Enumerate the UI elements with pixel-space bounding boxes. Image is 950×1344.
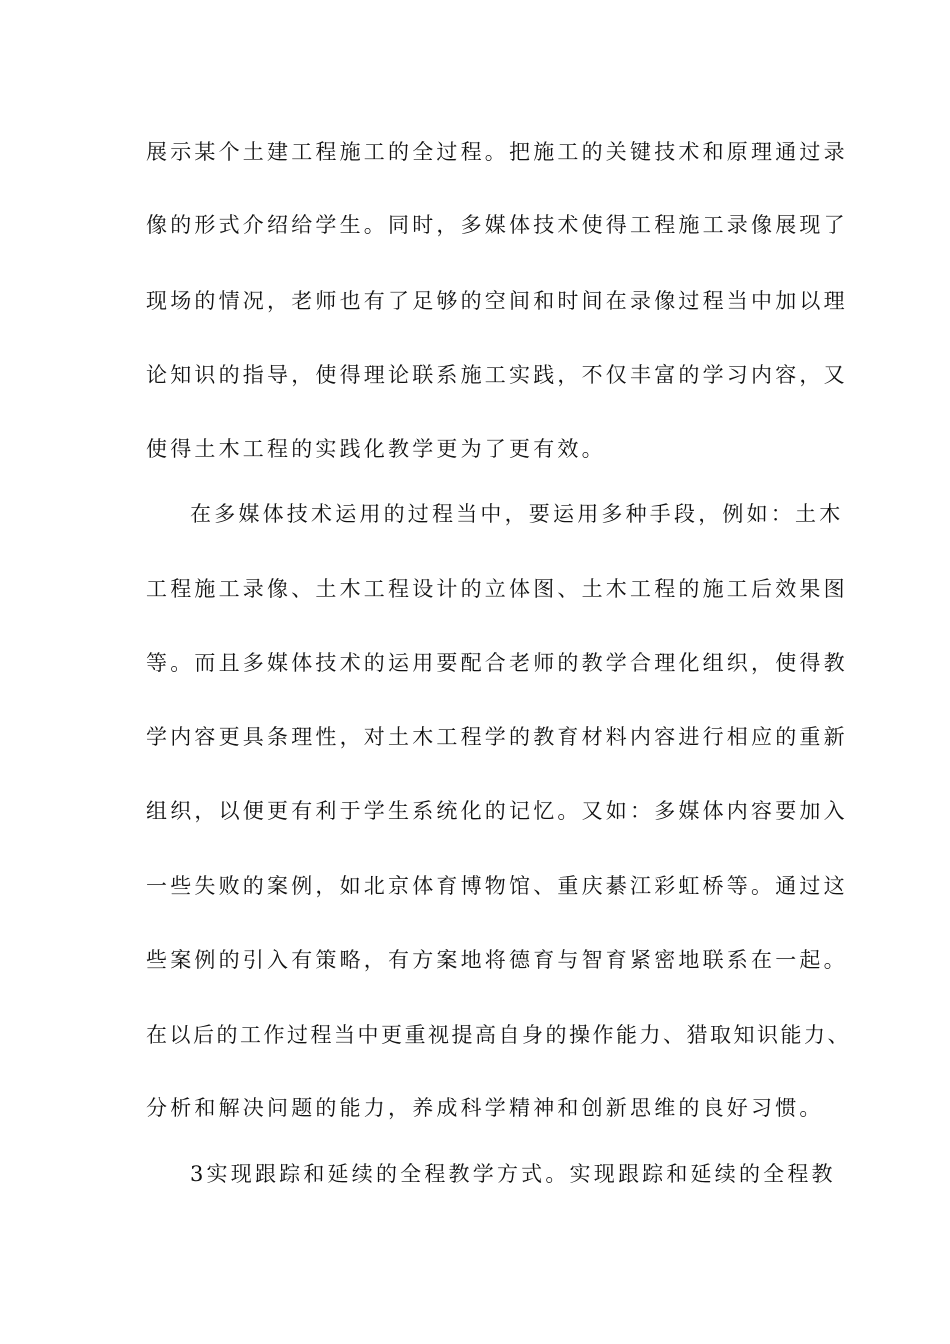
text-line: 论知识的指导，使得理论联系施工实践，不仅丰富的学习内容，又	[146, 363, 848, 387]
text-line: 工程施工录像、土木工程设计的立体图、土木工程的施工后效果图	[146, 577, 848, 601]
paragraph-first-line: 在多媒体技术运用的过程当中，要运用多种手段，例如：土木	[190, 502, 844, 526]
paragraph-first-line: 3实现跟踪和延续的全程教学方式。实现跟踪和延续的全程教	[190, 1162, 836, 1186]
text-line: 分析和解决问题的能力，养成科学精神和创新思维的良好习惯。	[146, 1096, 824, 1120]
text-line: 学内容更具条理性，对土木工程学的教育材料内容进行相应的重新	[146, 725, 848, 749]
text-line: 等。而且多媒体技术的运用要配合老师的教学合理化组织，使得教	[146, 651, 848, 675]
text-line: 现场的情况，老师也有了足够的空间和时间在录像过程当中加以理	[146, 289, 848, 313]
text-line: 一些失败的案例，如北京体育博物馆、重庆綦江彩虹桥等。通过这	[146, 874, 848, 898]
text-line: 使得土木工程的实践化教学更为了更有效。	[146, 437, 606, 461]
text-line: 些案例的引入有策略，有方案地将德育与智育紧密地联系在一起。	[146, 948, 848, 972]
text-line: 展示某个土建工程施工的全过程。把施工的关键技术和原理通过录	[146, 140, 848, 164]
text-line: 在以后的工作过程当中更重视提高自身的操作能力、猎取知识能力、	[146, 1023, 851, 1047]
text-line: 组织，以便更有利于学生系统化的记忆。又如：多媒体内容要加入	[146, 799, 848, 823]
text-line: 像的形式介绍给学生。同时，多媒体技术使得工程施工录像展现了	[146, 213, 848, 237]
